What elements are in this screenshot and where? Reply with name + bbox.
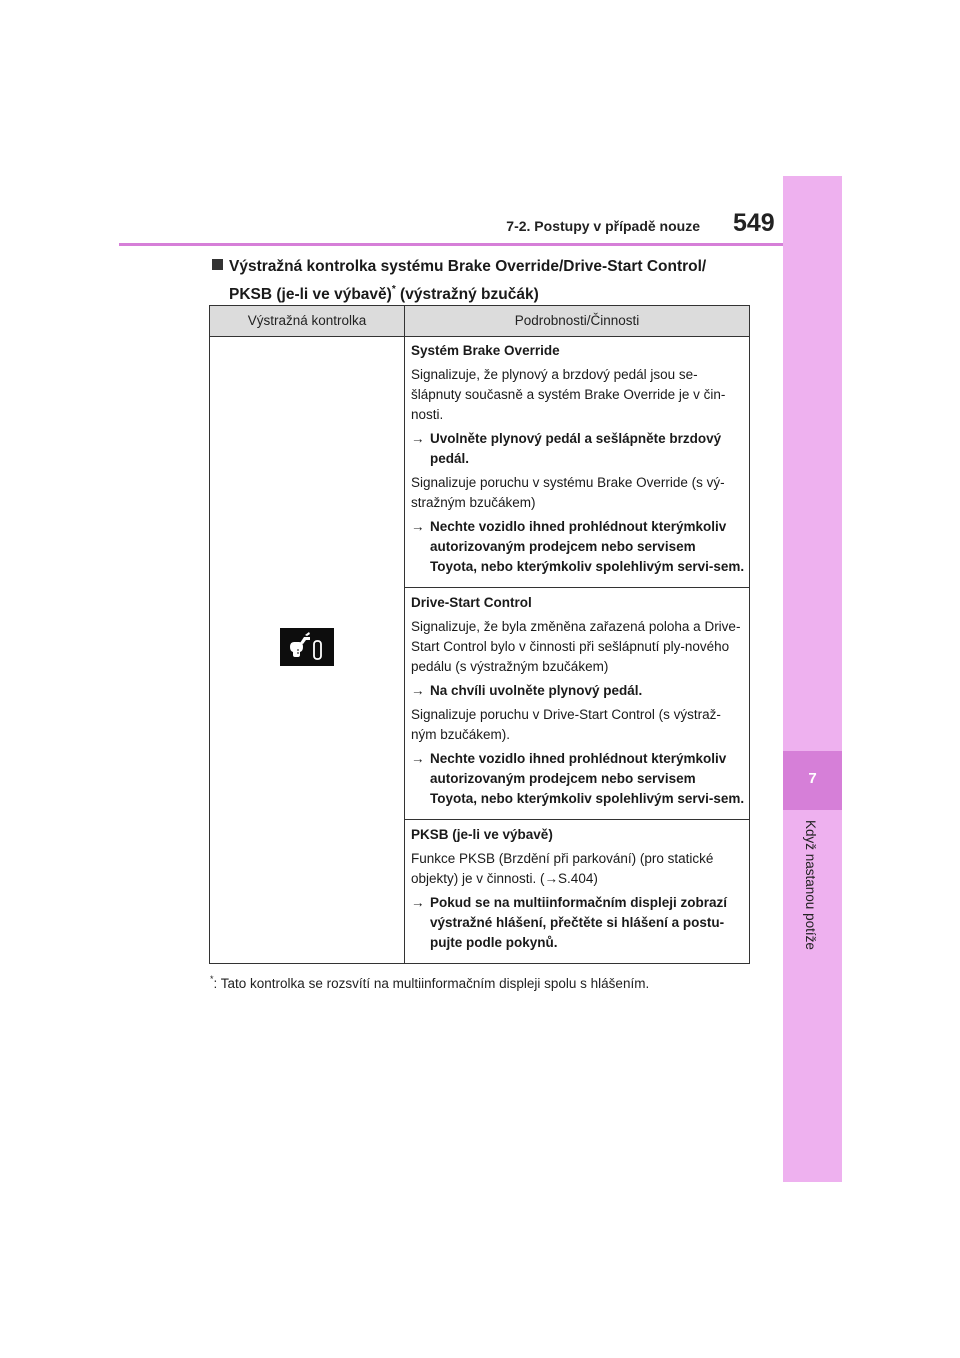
description-text: Funkce PKSB (Brzdění při parkování) (pro statické objekty) je v činnosti. (→S.404) — [411, 851, 714, 886]
action-text: Nechte vozidlo ihned prohlédnout kterýmkoliv autorizovaným prodejcem nebo servisem Toyota, nebo kterýmkoliv spolehlivým servi-sem. — [430, 519, 745, 574]
col-header-details: Podrobnosti/Činnosti — [405, 306, 750, 337]
action-instruction — [411, 429, 745, 469]
details-cell — [405, 820, 750, 964]
details-block — [405, 337, 749, 587]
heading-line2: PKSB (je-li ve výbavě)* (výstražný bzučák) — [229, 284, 539, 303]
action-text: Nechte vozidlo ihned prohlédnout kterýmkoliv autorizovaným prodejcem nebo servisem Toyota, nebo kterýmkoliv spolehlivým servi-sem. — [430, 751, 745, 806]
arrow-right-icon: → — [411, 683, 425, 698]
details-block — [405, 820, 749, 963]
action-text: Uvolněte plynový pedál a sešlápněte brzdový pedál. — [430, 431, 722, 466]
action-text: Pokud se na multiinformačním displeji zobrazí výstražné hlášení, přečtěte si hlášení a postu-pujte podle pokynů. — [430, 895, 728, 950]
action-instruction — [411, 749, 745, 809]
block-title: Systém Brake Override — [411, 343, 560, 358]
details-cell — [405, 337, 750, 588]
block-title: PKSB (je-li ve výbavě) — [411, 827, 553, 842]
col-header-warning-light: Výstražná kontrolka — [210, 306, 405, 337]
warning-table — [209, 305, 750, 964]
footnote-text: : Tato kontrolka se rozsvítí na multiinformačním displeji spolu s hlášením. — [213, 976, 650, 991]
heading-line1: Výstražná kontrolka systému Brake Override/Drive-Start Control/ — [229, 258, 707, 275]
description-text: Signalizuje, že byla změněna zařazená poloha a Drive-Start Control bylo v činnosti při sešlápnutí ply-nového pedálu (s výstražným bzučákem) — [411, 619, 741, 674]
chapter-title: Když nastanou potíže — [803, 820, 818, 950]
section-title: 7-2. Postupy v případě nouze — [506, 218, 700, 234]
description-text: Signalizuje poruchu v systému Brake Override (s vý-stražným bzučákem) — [411, 475, 725, 510]
heading-bullet-icon — [212, 259, 223, 270]
action-instruction — [411, 517, 745, 577]
details-cell — [405, 588, 750, 820]
page-number: 549 — [733, 209, 775, 237]
header-divider — [119, 243, 783, 246]
arrow-right-icon: → — [411, 895, 425, 910]
heading-footnote-mark: * — [391, 284, 396, 295]
block-title: Drive-Start Control — [411, 595, 532, 610]
action-instruction — [411, 893, 745, 953]
arrow-right-icon: → — [411, 519, 425, 534]
action-text: Na chvíli uvolněte plynový pedál. — [430, 683, 643, 698]
section-heading — [212, 255, 772, 306]
arrow-right-icon: → — [411, 431, 425, 446]
details-block — [405, 588, 749, 819]
chapter-number: 7 — [808, 770, 817, 787]
arrow-right-icon: → — [411, 751, 425, 766]
footnote — [210, 974, 649, 991]
table-header-row — [210, 306, 750, 337]
description-text: Signalizuje, že plynový a brzdový pedál jsou se-šlápnuty současně a systém Brake Override je v čin-nosti. — [411, 367, 726, 422]
action-instruction — [411, 681, 745, 701]
table-row — [210, 337, 750, 588]
chapter-side-tab — [783, 176, 842, 1182]
warning-light-cell — [210, 337, 405, 964]
description-text: Signalizuje poruchu v Drive-Start Control (s výstraž-ným bzučákem). — [411, 707, 721, 742]
brake-override-warning-icon — [280, 628, 334, 666]
footnote-mark: * — [210, 974, 214, 984]
